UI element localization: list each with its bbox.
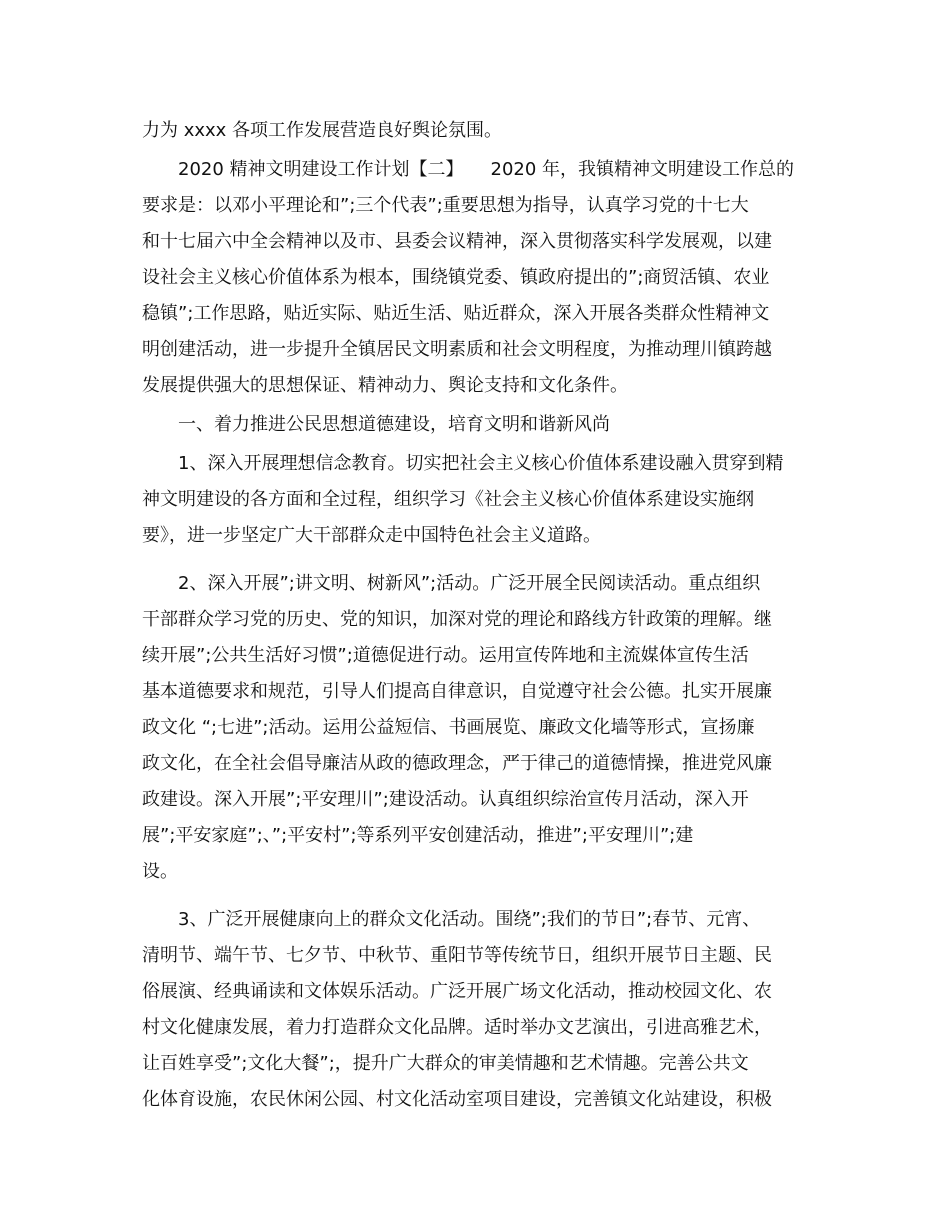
text-line: 干部群众学习党的历史、党的知识，加深对党的理论和路线方针政策的理解。继 [142,609,772,630]
document-body [142,113,802,1118]
text-line: 3、广泛开展健康向上的群众文化活动。围绕”;我们的节日”;春节、元宵、 [142,909,761,930]
text-line: 2、深入开展”;讲文明、树新风”;活动。广泛开展全民阅读活动。重点组织 [142,573,761,594]
text-line: 和十七届六中全会精神以及市、县委会议精神，深入贯彻落实科学发展观，以建 [142,231,772,252]
text-line: 明创建活动，进一步提升全镇居民文明素质和社会文明程度，为推动理川镇跨越 [142,339,772,360]
text-line: 设社会主义核心价值体系为根本，围绕镇党委、镇政府提出的”;商贸活镇、农业 [142,267,770,288]
text-line: 让百姓享受”;文化大餐”;，提升广大群众的审美情趣和艺术情趣。完善公共文 [142,1053,749,1074]
text-line: 续开展”;公共生活好习惯”;道德促进行动。运用宣传阵地和主流媒体宣传生活 [142,645,749,666]
text-line: 要求是：以邓小平理论和”;三个代表”;重要思想为指导，认真学习党的十七大 [142,195,749,216]
text-line: 俗展演、经典诵读和文体娱乐活动。广泛开展广场文化活动，推动校园文化、农 [142,981,772,1002]
paragraph-1 [142,113,802,149]
paragraph-item-2 [142,566,802,890]
text-line: 设。 [142,861,178,882]
text-line: 政建设。深入开展”;平安理川”;建设活动。认真组织综治宣传月活动，深入开 [142,789,749,810]
paragraph-item-3 [142,902,802,1118]
text-line: 村文化健康发展，着力打造群众文化品牌。适时举办文艺演出，引进高雅艺术， [142,1017,772,1038]
text-line: 政文化，在全社会倡导廉洁从政的德政理念，严于律己的道德情操，推进党风廉 [142,753,772,774]
text-line: 发展提供强大的思想保证、精神动力、舆论支持和文化条件。 [142,375,628,396]
text-line: 稳镇”;工作思路，贴近实际、贴近生活、贴近群众，深入开展各类群众性精神文 [142,303,770,324]
text-line: 化体育设施，农民休闲公园、村文化活动室项目建设，完善镇文化站建设，积极 [142,1089,772,1110]
text-line: 2020 精神文明建设工作计划【二】 2020 年，我镇精神文明建设工作总的 [142,159,795,180]
text-line: 神文明建设的各方面和全过程，组织学习《社会主义核心价值体系建设实施纲 [142,489,754,510]
text-line: 基本道德要求和规范，引导人们提高自律意识，自觉遵守社会公德。扎实开展廉 [142,681,772,702]
text-line: 要》，进一步坚定广大干部群众走中国特色社会主义道路。 [142,525,601,546]
text-line: 政文化 “;七进”;活动。运用公益短信、书画展览、廉政文化墙等形式，宣扬廉 [142,717,755,738]
paragraph-2 [142,152,802,404]
section-heading [142,407,802,443]
paragraph-item-1 [142,446,802,554]
text-line: 展”;平安家庭”;、”;平安村”;等系列平安创建活动，推进”;平安理川”;建 [142,825,694,846]
text-line: 一、着力推进公民思想道德建设，培育文明和谐新风尚 [142,414,610,435]
text-line: 1、深入开展理想信念教育。切实把社会主义核心价值体系建设融入贯穿到精 [142,453,784,474]
text-line: 力为 xxxx 各项工作发展营造良好舆论氛围。 [142,120,503,141]
text-line: 清明节、端午节、七夕节、中秋节、重阳节等传统节日，组织开展节日主题、民 [142,945,772,966]
